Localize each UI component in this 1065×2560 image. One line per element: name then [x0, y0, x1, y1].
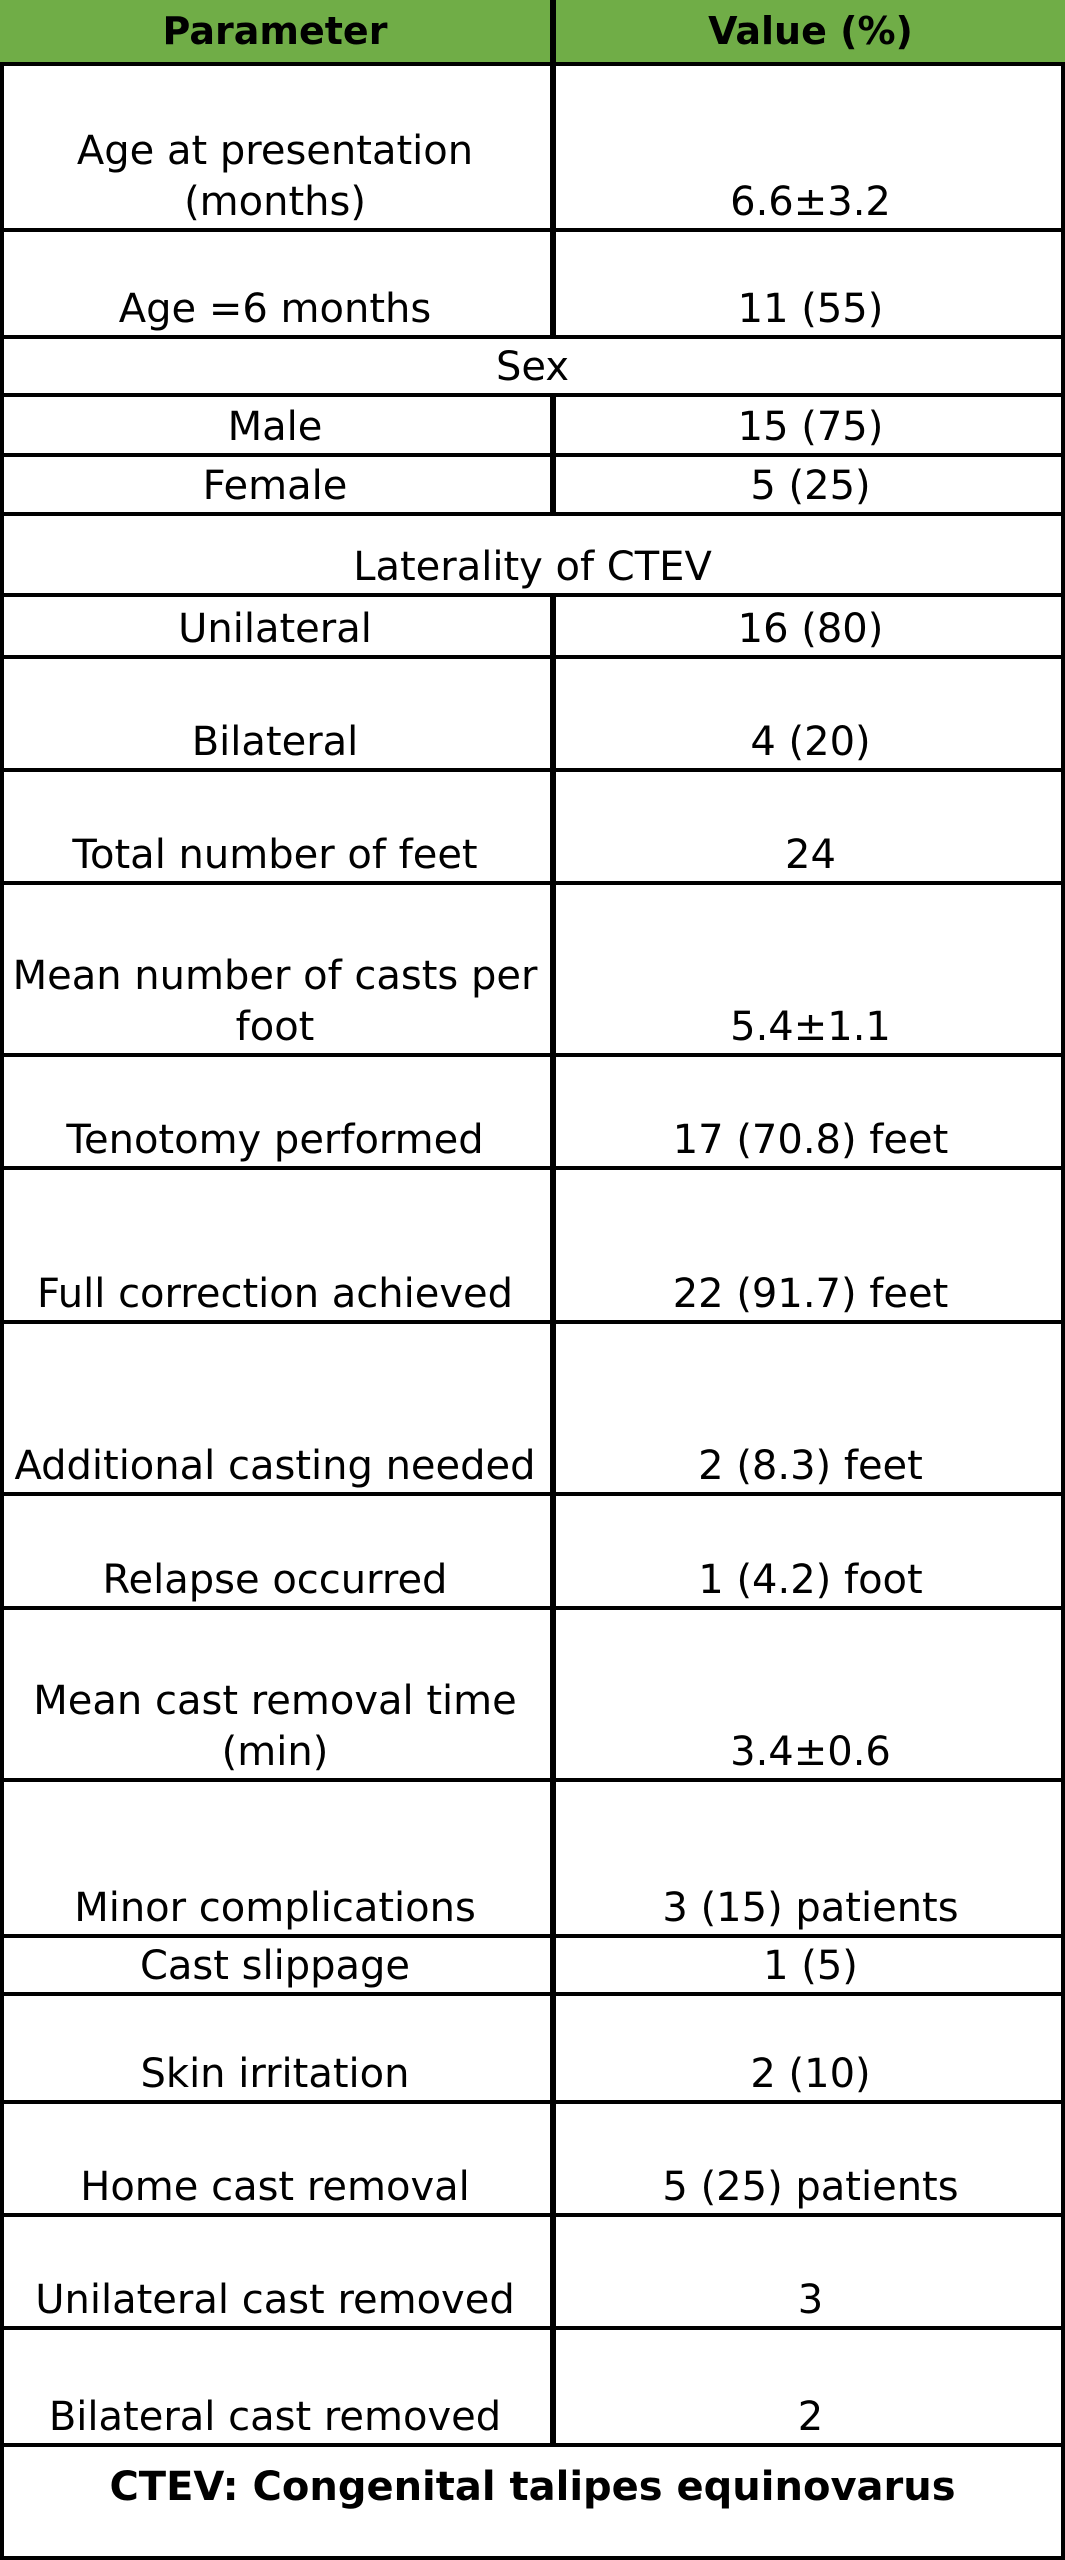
table-footnote: CTEV: Congenital talipes equinovarus	[109, 2464, 956, 2510]
table-row	[0, 232, 1065, 339]
cell-parameter: Full correction achieved	[0, 1170, 556, 1320]
table-row	[0, 597, 1065, 659]
table-row	[0, 1938, 1065, 1996]
cell-value: 2 (10)	[750, 2051, 871, 2097]
cell-value: 4 (20)	[750, 719, 871, 765]
cell-value: 2	[797, 2394, 824, 2440]
cell-parameter: Unilateral	[0, 597, 556, 655]
table-row	[0, 66, 1065, 232]
section-row	[0, 516, 1065, 597]
table-row	[0, 1324, 1065, 1496]
table-header-row	[0, 0, 1065, 66]
cell-parameter: Total number of feet	[0, 772, 556, 881]
cell-parameter: Age =6 months	[0, 232, 556, 335]
header-value: Value (%)	[708, 9, 913, 53]
cell-value: 5.4±1.1	[730, 1004, 891, 1050]
cell-value: 17 (70.8) feet	[672, 1117, 949, 1163]
cell-parameter: Bilateral cast removed	[0, 2330, 556, 2443]
cell-value: 1 (5)	[763, 1943, 858, 1989]
cell-parameter: Relapse occurred	[0, 1496, 556, 1606]
cell-value: 1 (4.2) foot	[698, 1557, 923, 1603]
table-row	[0, 1170, 1065, 1324]
cell-value: 16 (80)	[737, 606, 884, 652]
table-row	[0, 885, 1065, 1057]
cell-value: 3	[797, 2277, 824, 2323]
table-row	[0, 1057, 1065, 1170]
cell-value: 15 (75)	[737, 404, 884, 450]
cell-parameter: Skin irritation	[0, 1996, 556, 2100]
table-row	[0, 2104, 1065, 2217]
cell-value: 24	[785, 832, 836, 878]
cell-value: 6.6±3.2	[730, 179, 891, 225]
cell-parameter: Bilateral	[0, 659, 556, 768]
section-heading: Sex	[496, 344, 569, 390]
table-row	[0, 397, 1065, 457]
cell-value: 3.4±0.6	[730, 1729, 891, 1775]
cell-parameter: Additional casting needed	[0, 1324, 556, 1492]
table-row	[0, 1496, 1065, 1610]
cell-parameter: Age at presentation (months)	[0, 66, 556, 228]
cell-parameter: Home cast removal	[0, 2104, 556, 2213]
table-row	[0, 1996, 1065, 2104]
section-row	[0, 339, 1065, 397]
table-row	[0, 1610, 1065, 1782]
cell-parameter: Cast slippage	[0, 1938, 556, 1992]
table-row	[0, 457, 1065, 516]
cell-parameter: Mean number of casts per foot	[0, 885, 556, 1053]
cell-parameter: Mean cast removal time (min)	[0, 1610, 556, 1778]
cell-value: 11 (55)	[737, 286, 884, 332]
cell-value: 3 (15) patients	[662, 1885, 959, 1931]
table-row	[0, 2217, 1065, 2330]
table-row	[0, 659, 1065, 772]
cell-value: 2 (8.3) feet	[698, 1443, 923, 1489]
cell-parameter: Tenotomy performed	[0, 1057, 556, 1166]
table-row	[0, 772, 1065, 885]
table-row	[0, 2330, 1065, 2447]
cell-parameter: Unilateral cast removed	[0, 2217, 556, 2326]
header-parameter: Parameter	[0, 0, 556, 62]
cell-value: 5 (25) patients	[662, 2164, 959, 2210]
section-heading: Laterality of CTEV	[353, 544, 712, 590]
cell-parameter: Male	[0, 397, 556, 453]
cell-value: 5 (25)	[750, 463, 871, 509]
cell-value: 22 (91.7) feet	[672, 1271, 949, 1317]
cell-parameter: Female	[0, 457, 556, 512]
table-row	[0, 1782, 1065, 1938]
cell-parameter: Minor complications	[0, 1782, 556, 1934]
